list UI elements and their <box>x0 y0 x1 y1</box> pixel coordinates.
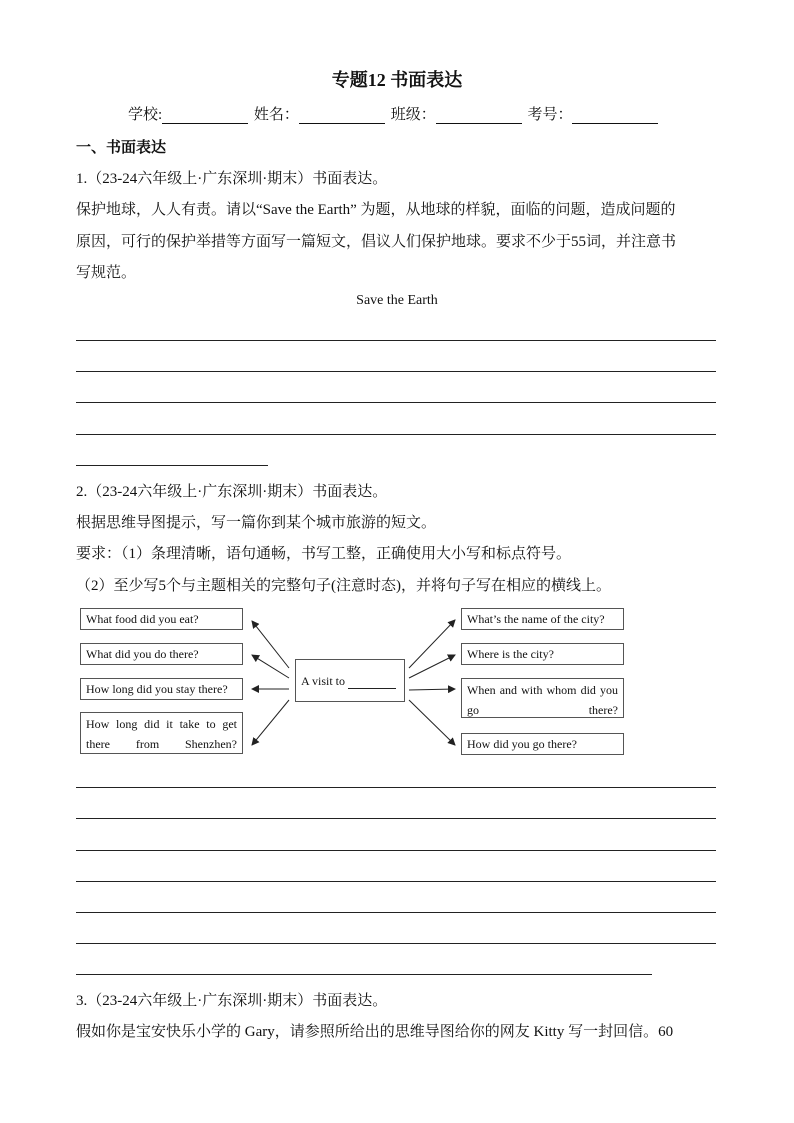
school-label: 学校: <box>128 107 163 123</box>
arrow-right-3 <box>409 689 455 690</box>
mindmap-left-box: What food did you eat? <box>80 608 243 630</box>
class-label: 班级： <box>390 107 436 123</box>
q3-instruction-line1: 假如你是宝安快乐小学的 Gary，请参照所给出的思维导图给你的网友 Kitty 写一封回信。60 <box>76 1024 674 1040</box>
mindmap-left-box: How long did you stay there? <box>80 678 243 700</box>
q3-header: 3.（23-24六年级上·广东深圳·期末）书面表达。 <box>76 993 388 1009</box>
mindmap-right-box: How did you go there? <box>461 733 624 755</box>
number-label: 考号： <box>527 107 573 123</box>
q1-instruction-line1: 保护地球，人人有责。请以“Save the Earth” 为题，从地球的样貌，面临的问题，造成问题的 <box>76 202 676 218</box>
q2-writing-line[interactable] <box>76 943 716 944</box>
arrow-left-2 <box>252 655 289 678</box>
mindmap-left-box: How long did it take to get there from Shenzhen? <box>80 712 243 754</box>
q2-instruction-line2: 要求：（1）条理清晰，语句通畅，书写工整，正确使用大小写和标点符号。 <box>76 546 572 562</box>
q2-header: 2.（23-24六年级上·广东深圳·期末）书面表达。 <box>76 484 388 500</box>
mindmap-center-label: A visit to <box>301 674 346 688</box>
q1-essay-title: Save the Earth <box>356 293 438 308</box>
mindmap-center-blank[interactable] <box>348 676 396 689</box>
q2-instruction-line1: 根据思维导图提示，写一篇你到某个城市旅游的短文。 <box>76 515 437 531</box>
page-title: 专题12 书面表达 <box>331 70 463 90</box>
q1-header: 1.（23-24六年级上·广东深圳·期末）书面表达。 <box>76 171 388 187</box>
q2-writing-line[interactable] <box>76 818 716 819</box>
q2-writing-line[interactable] <box>76 912 716 913</box>
arrow-left-1 <box>252 621 289 668</box>
arrow-right-4 <box>409 700 455 745</box>
name-label: 姓名： <box>253 107 299 123</box>
arrow-right-2 <box>409 655 455 678</box>
section-heading: 一、书面表达 <box>76 140 167 156</box>
mindmap-center-box <box>295 659 405 702</box>
mindmap-right-box: Where is the city? <box>461 643 624 665</box>
mindmap-right-box: When and with whom did you go there? <box>461 678 624 718</box>
q2-writing-line[interactable] <box>76 881 716 882</box>
q2-writing-line[interactable] <box>76 974 652 975</box>
q2-writing-line[interactable] <box>76 850 716 851</box>
q1-instruction-line2: 原因，可行的保护举措等方面写一篇短文，倡议人们保护地球。要求不少于55词，并注意书 <box>76 234 677 250</box>
q2-instruction-line3: （2）至少写5个与主题相关的完整句子(注意时态)，并将句子写在相应的横线上。 <box>76 578 611 594</box>
mindmap-right-box: What’s the name of the city? <box>461 608 624 630</box>
q2-writing-line[interactable] <box>76 787 716 788</box>
mindmap-left-box: What did you do there? <box>80 643 243 665</box>
q1-instruction-line3: 写规范。 <box>76 265 137 281</box>
arrow-left-4 <box>252 700 289 745</box>
arrow-right-1 <box>409 620 455 668</box>
